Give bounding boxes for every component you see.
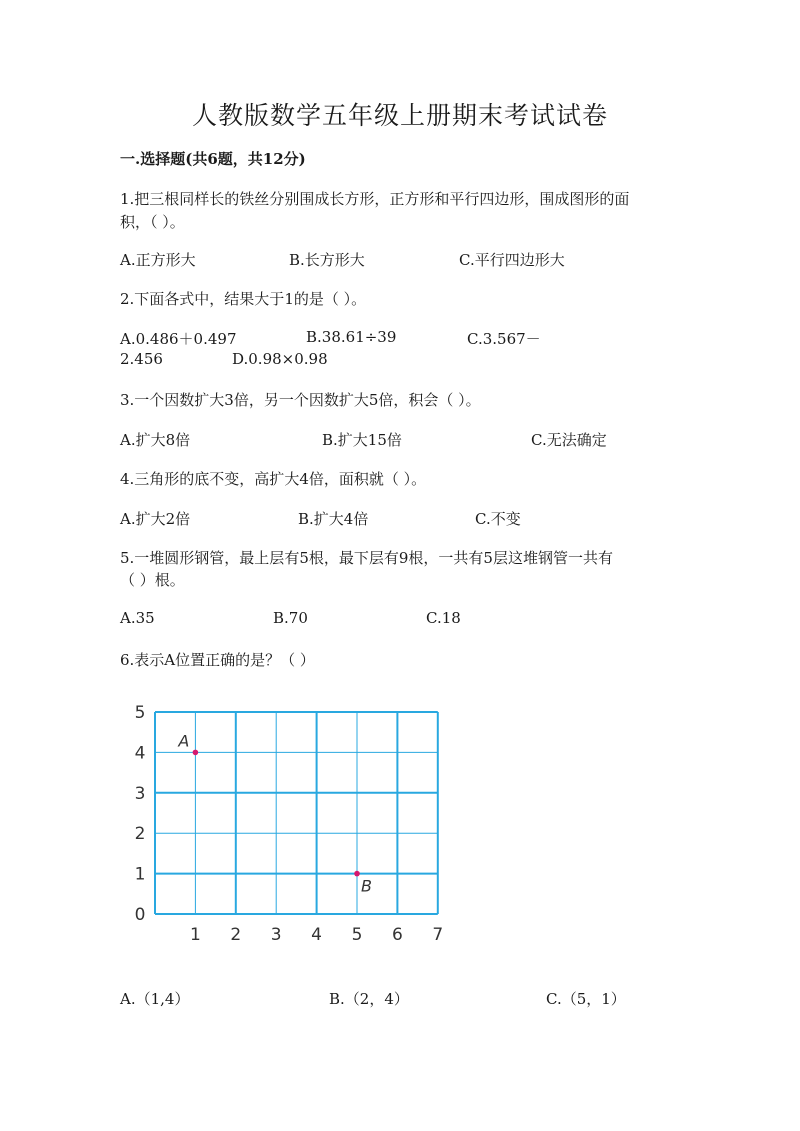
question-1-text-line2: 积，（ ）。	[120, 213, 185, 231]
page-title: 人教版数学五年级上册期末考试试卷	[191, 101, 608, 130]
question-1-option-b: B.长方形大	[289, 251, 365, 269]
question-3-option-b: B.扩大15倍	[322, 431, 402, 449]
point-label-b: B	[361, 876, 372, 896]
grid-lines	[155, 712, 438, 914]
question-5-text-line2: （ ）根。	[120, 571, 185, 589]
point-b	[354, 871, 360, 877]
x-tick-label: 6	[391, 925, 403, 945]
y-tick-label: 5	[134, 703, 146, 723]
y-tick-label: 2	[134, 824, 146, 845]
question-6-text: 6.表示A位置正确的是？（ ）	[120, 651, 315, 669]
x-tick-label: 5	[351, 925, 363, 945]
section-heading: 一.选择题(共6题，共12分)	[120, 150, 306, 168]
y-tick-label: 4	[134, 743, 146, 764]
question-3-option-c: C.无法确定	[531, 431, 607, 449]
question-2-option-d: D.0.98×0.98	[232, 350, 328, 368]
y-tick-label: 1	[134, 864, 146, 885]
question-2-option-c-cont: 2.456	[120, 350, 163, 368]
question-3-text: 3.一个因数扩大3倍，另一个因数扩大5倍，积会（ ）。	[120, 391, 481, 409]
x-tick-label: 1	[189, 925, 201, 945]
question-1-text-line1: 1.把三根同样长的铁丝分别围成长方形，正方形和平行四边形，围成图形的面	[120, 190, 630, 208]
x-tick-label: 3	[270, 925, 282, 945]
question-5-option-a: A.35	[120, 609, 155, 627]
question-2-option-c: C.3.567－	[467, 330, 541, 348]
question-6-option-b: B.（2，4）	[329, 990, 409, 1008]
question-4-option-c: C.不变	[475, 510, 521, 528]
y-tick-label: 0	[134, 905, 146, 925]
question-2-option-b: B.38.61÷39	[306, 328, 397, 346]
question-5-option-c: C.18	[426, 609, 461, 627]
y-tick-label: 3	[134, 783, 146, 804]
question-6-option-a: A.（1,4）	[120, 990, 190, 1008]
question-1-option-a: A.正方形大	[120, 251, 196, 269]
question-4-option-b: B.扩大4倍	[298, 510, 369, 528]
point-a	[193, 750, 199, 756]
question-4-text: 4.三角形的底不变，高扩大4倍，面积就（ ）。	[120, 470, 427, 488]
question-5-option-b: B.70	[273, 609, 308, 627]
plotted-points	[177, 731, 372, 895]
question-5-text-line1: 5.一堆圆形钢管，最上层有5根，最下层有9根，一共有5层这堆钢管一共有	[120, 549, 613, 567]
question-4-option-a: A.扩大2倍	[120, 510, 191, 528]
question-1-option-c: C.平行四边形大	[459, 251, 565, 269]
point-label-a: A	[178, 731, 190, 751]
x-tick-label: 7	[432, 925, 444, 945]
question-6-option-c: C.（5，1）	[546, 990, 626, 1008]
question-3-option-a: A.扩大8倍	[120, 431, 191, 449]
question-2-text: 2.下面各式中，结果大于1的是（ ）。	[120, 290, 367, 308]
question-2-option-a: A.0.486＋0.497	[120, 330, 237, 348]
coordinate-grid	[120, 698, 460, 948]
x-tick-label: 2	[230, 925, 242, 945]
x-tick-label: 4	[311, 925, 323, 945]
